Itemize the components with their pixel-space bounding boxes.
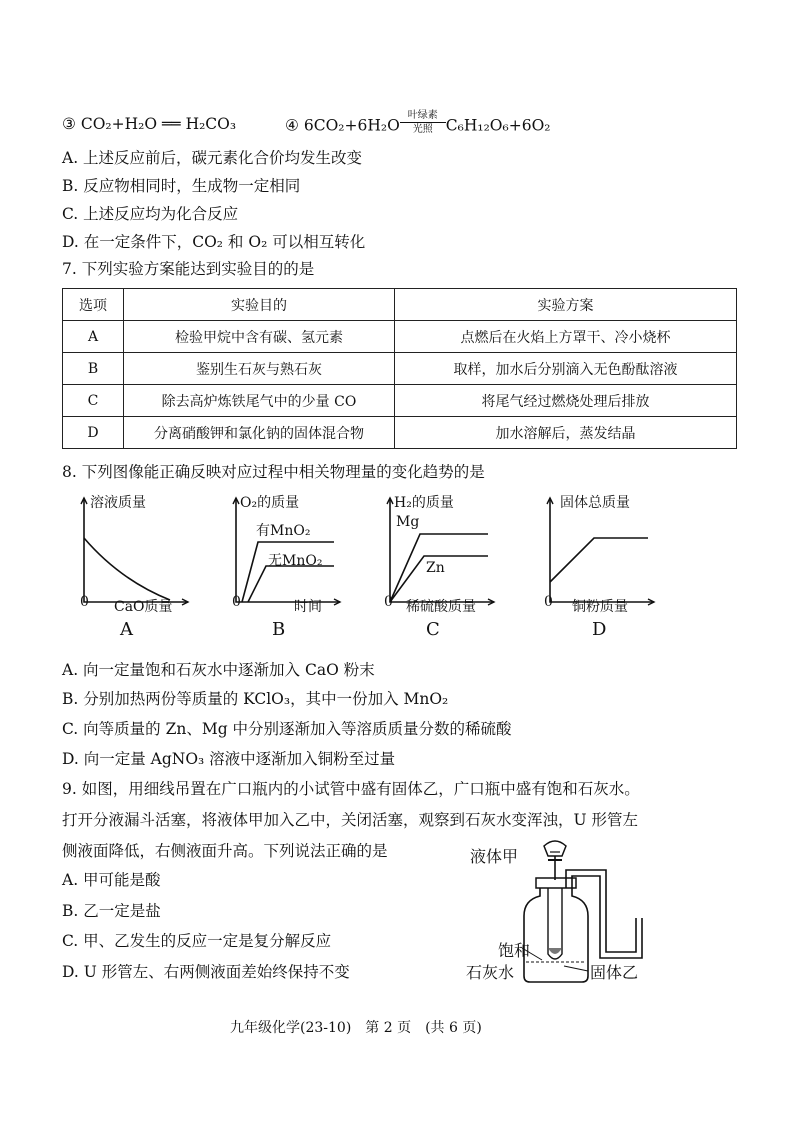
graph-d-plot (536, 490, 676, 640)
q6-option-c: C. 上述反应均为化合反应 (62, 205, 239, 223)
graph-b (222, 490, 362, 640)
q9-stem-line1: 9. 如图，用细线吊置在广口瓶内的小试管中盛有固体乙，广口瓶中盛有饱和石灰水。 (62, 780, 640, 798)
q9-option-b: B. 乙一定是盐 (62, 902, 161, 920)
graph-b-xlabel: 时间 (294, 599, 322, 615)
graph-d-origin: 0 (544, 594, 553, 610)
q8-option-d: D. 向一定量 AgNO₃ 溶液中逐渐加入铜粉至过量 (62, 750, 396, 768)
table-cell: 检验甲烷中含有碳、氢元素 (124, 321, 395, 353)
q9-option-d: D. U 形管左、右两侧液面差始终保持不变 (62, 963, 350, 981)
eq4-condition (400, 110, 446, 135)
graph-a-xlabel: CaO质量 (114, 599, 173, 615)
graph-d-letter: D (592, 619, 607, 640)
q7-stem: 7. 下列实验方案能达到实验目的的是 (62, 260, 315, 278)
q8-option-c: C. 向等质量的 Zn、Mg 中分别逐渐加入等溶质质量分数的稀硫酸 (62, 720, 512, 738)
q6-option-d: D. 在一定条件下，CO₂ 和 O₂ 可以相互转化 (62, 233, 366, 251)
limewater-label: 石灰水 (466, 963, 515, 982)
table-row (63, 417, 737, 449)
saturated-label: 饱和 (498, 941, 531, 960)
graph-d (536, 490, 676, 640)
table-header: 实验目的 (124, 289, 395, 321)
table-cell: C (63, 385, 124, 417)
table-cell: 分离硝酸钾和氯化钠的固体混合物 (124, 417, 395, 449)
eq3-number: ③ (62, 115, 76, 133)
liquid-a-label: 液体甲 (470, 847, 519, 866)
eq3-text: CO₂+H₂O ══ H₂CO₃ (80, 115, 237, 133)
q8-option-b: B. 分别加热两份等质量的 KClO₃，其中一份加入 MnO₂ (62, 690, 449, 708)
table-header-row (63, 289, 737, 321)
graph-c-curve1: Mg (396, 514, 420, 530)
q8-option-a: A. 向一定量饱和石灰水中逐渐加入 CaO 粉末 (62, 661, 375, 679)
graph-a-ylabel: 溶液质量 (90, 495, 146, 511)
q6-option-b: B. 反应物相同时，生成物一定相同 (62, 177, 301, 195)
graph-c (376, 490, 516, 640)
table-header: 选项 (63, 289, 124, 321)
eq4-cond-bottom: 光照 (412, 124, 433, 135)
q7-table (62, 288, 737, 449)
graph-d-ylabel: 固体总质量 (560, 495, 630, 511)
table-cell: 除去高炉炼铁尾气中的少量 CO (124, 385, 395, 417)
graph-c-letter: C (426, 619, 440, 640)
graph-a (70, 490, 210, 640)
graph-d-xlabel: 铜粉质量 (572, 599, 628, 615)
q8-stem: 8. 下列图像能正确反映对应过程中相关物理量的变化趋势的是 (62, 463, 485, 481)
q9-stem-line2: 打开分液漏斗活塞，将液体甲加入乙中，关闭活塞，观察到石灰水变浑浊，U 形管左 (62, 811, 638, 829)
graph-c-curve2: Zn (426, 560, 445, 576)
q6-option-a: A. 上述反应前后，碳元素化合价均发生改变 (62, 149, 363, 167)
table-row (63, 353, 737, 385)
table-cell: D (63, 417, 124, 449)
apparatus-figure (460, 830, 690, 990)
eq4-right: C₆H₁₂O₆+6O₂ (445, 116, 551, 135)
table-cell: B (63, 353, 124, 385)
q9-option-c: C. 甲、乙发生的反应一定是复分解反应 (62, 932, 332, 950)
eq4-left: 6CO₂+6H₂O (303, 116, 400, 135)
eq4-number: ④ (285, 116, 299, 135)
graph-b-ylabel: O₂的质量 (240, 495, 300, 511)
table-header: 实验方案 (395, 289, 737, 321)
table-cell: 取样，加水后分别滴入无色酚酞溶液 (395, 353, 737, 385)
graph-a-letter: A (120, 619, 133, 640)
page-footer: 九年级化学(23-10) 第 2 页 (共 6 页) (230, 1020, 482, 1036)
graph-b-curve1: 有MnO₂ (256, 523, 311, 539)
table-cell: 鉴别生石灰与熟石灰 (124, 353, 395, 385)
q9-option-a: A. 甲可能是酸 (62, 871, 161, 889)
table-cell: 将尾气经过燃烧处理后排放 (395, 385, 737, 417)
graph-c-origin: 0 (384, 594, 393, 610)
table-cell: 加水溶解后，蒸发结晶 (395, 417, 737, 449)
graph-a-origin: 0 (80, 594, 89, 610)
graph-c-xlabel: 稀硫酸质量 (406, 599, 476, 615)
graph-b-letter: B (272, 619, 286, 640)
graph-c-ylabel: H₂的质量 (394, 495, 454, 511)
table-cell: 点燃后在火焰上方罩干、冷小烧杯 (395, 321, 737, 353)
equation-4 (285, 110, 551, 139)
table-row (63, 385, 737, 417)
graph-b-origin: 0 (232, 594, 241, 610)
table-row (63, 321, 737, 353)
eq4-cond-top: 叶绿素 (407, 110, 438, 121)
graph-a-plot (70, 490, 210, 640)
equation-3 (62, 114, 236, 134)
graph-c-plot (376, 490, 516, 640)
table-cell: A (63, 321, 124, 353)
q9-stem-line3: 侧液面降低，右侧液面升高。下列说法正确的是 (62, 842, 388, 860)
solid-b-label: 固体乙 (590, 963, 639, 982)
graph-b-curve2: 无MnO₂ (268, 553, 323, 569)
